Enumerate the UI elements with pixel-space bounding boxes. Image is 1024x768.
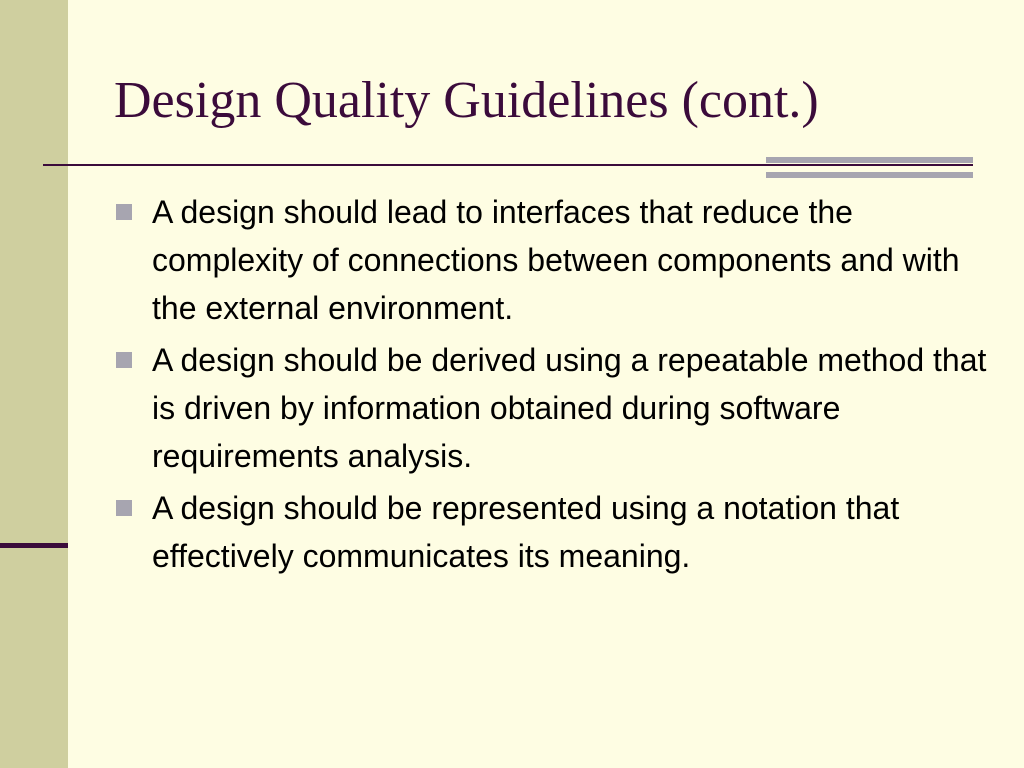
bullet-text: A design should be derived using a repeatable method that is driven by information obtained during software requirements analysis.	[152, 342, 987, 474]
square-bullet-icon	[116, 500, 132, 516]
bullet-list	[116, 188, 996, 584]
bullet-text: A design should lead to interfaces that reduce the complexity of connections between components and with the external environment.	[152, 194, 960, 326]
bullet-item	[116, 484, 996, 580]
decorative-bar-bottom	[766, 172, 973, 178]
bullet-item	[116, 188, 996, 332]
square-bullet-icon	[116, 352, 132, 368]
bullet-text: A design should be represented using a notation that effectively communicates its meaning.	[152, 490, 900, 574]
slide-title: Design Quality Guidelines (cont.)	[114, 72, 819, 129]
side-band	[0, 0, 68, 768]
square-bullet-icon	[116, 204, 132, 220]
bullet-item	[116, 336, 996, 480]
decorative-bar-top	[766, 157, 973, 163]
side-band-underline	[0, 543, 68, 548]
decorative-double-bar	[766, 157, 973, 179]
